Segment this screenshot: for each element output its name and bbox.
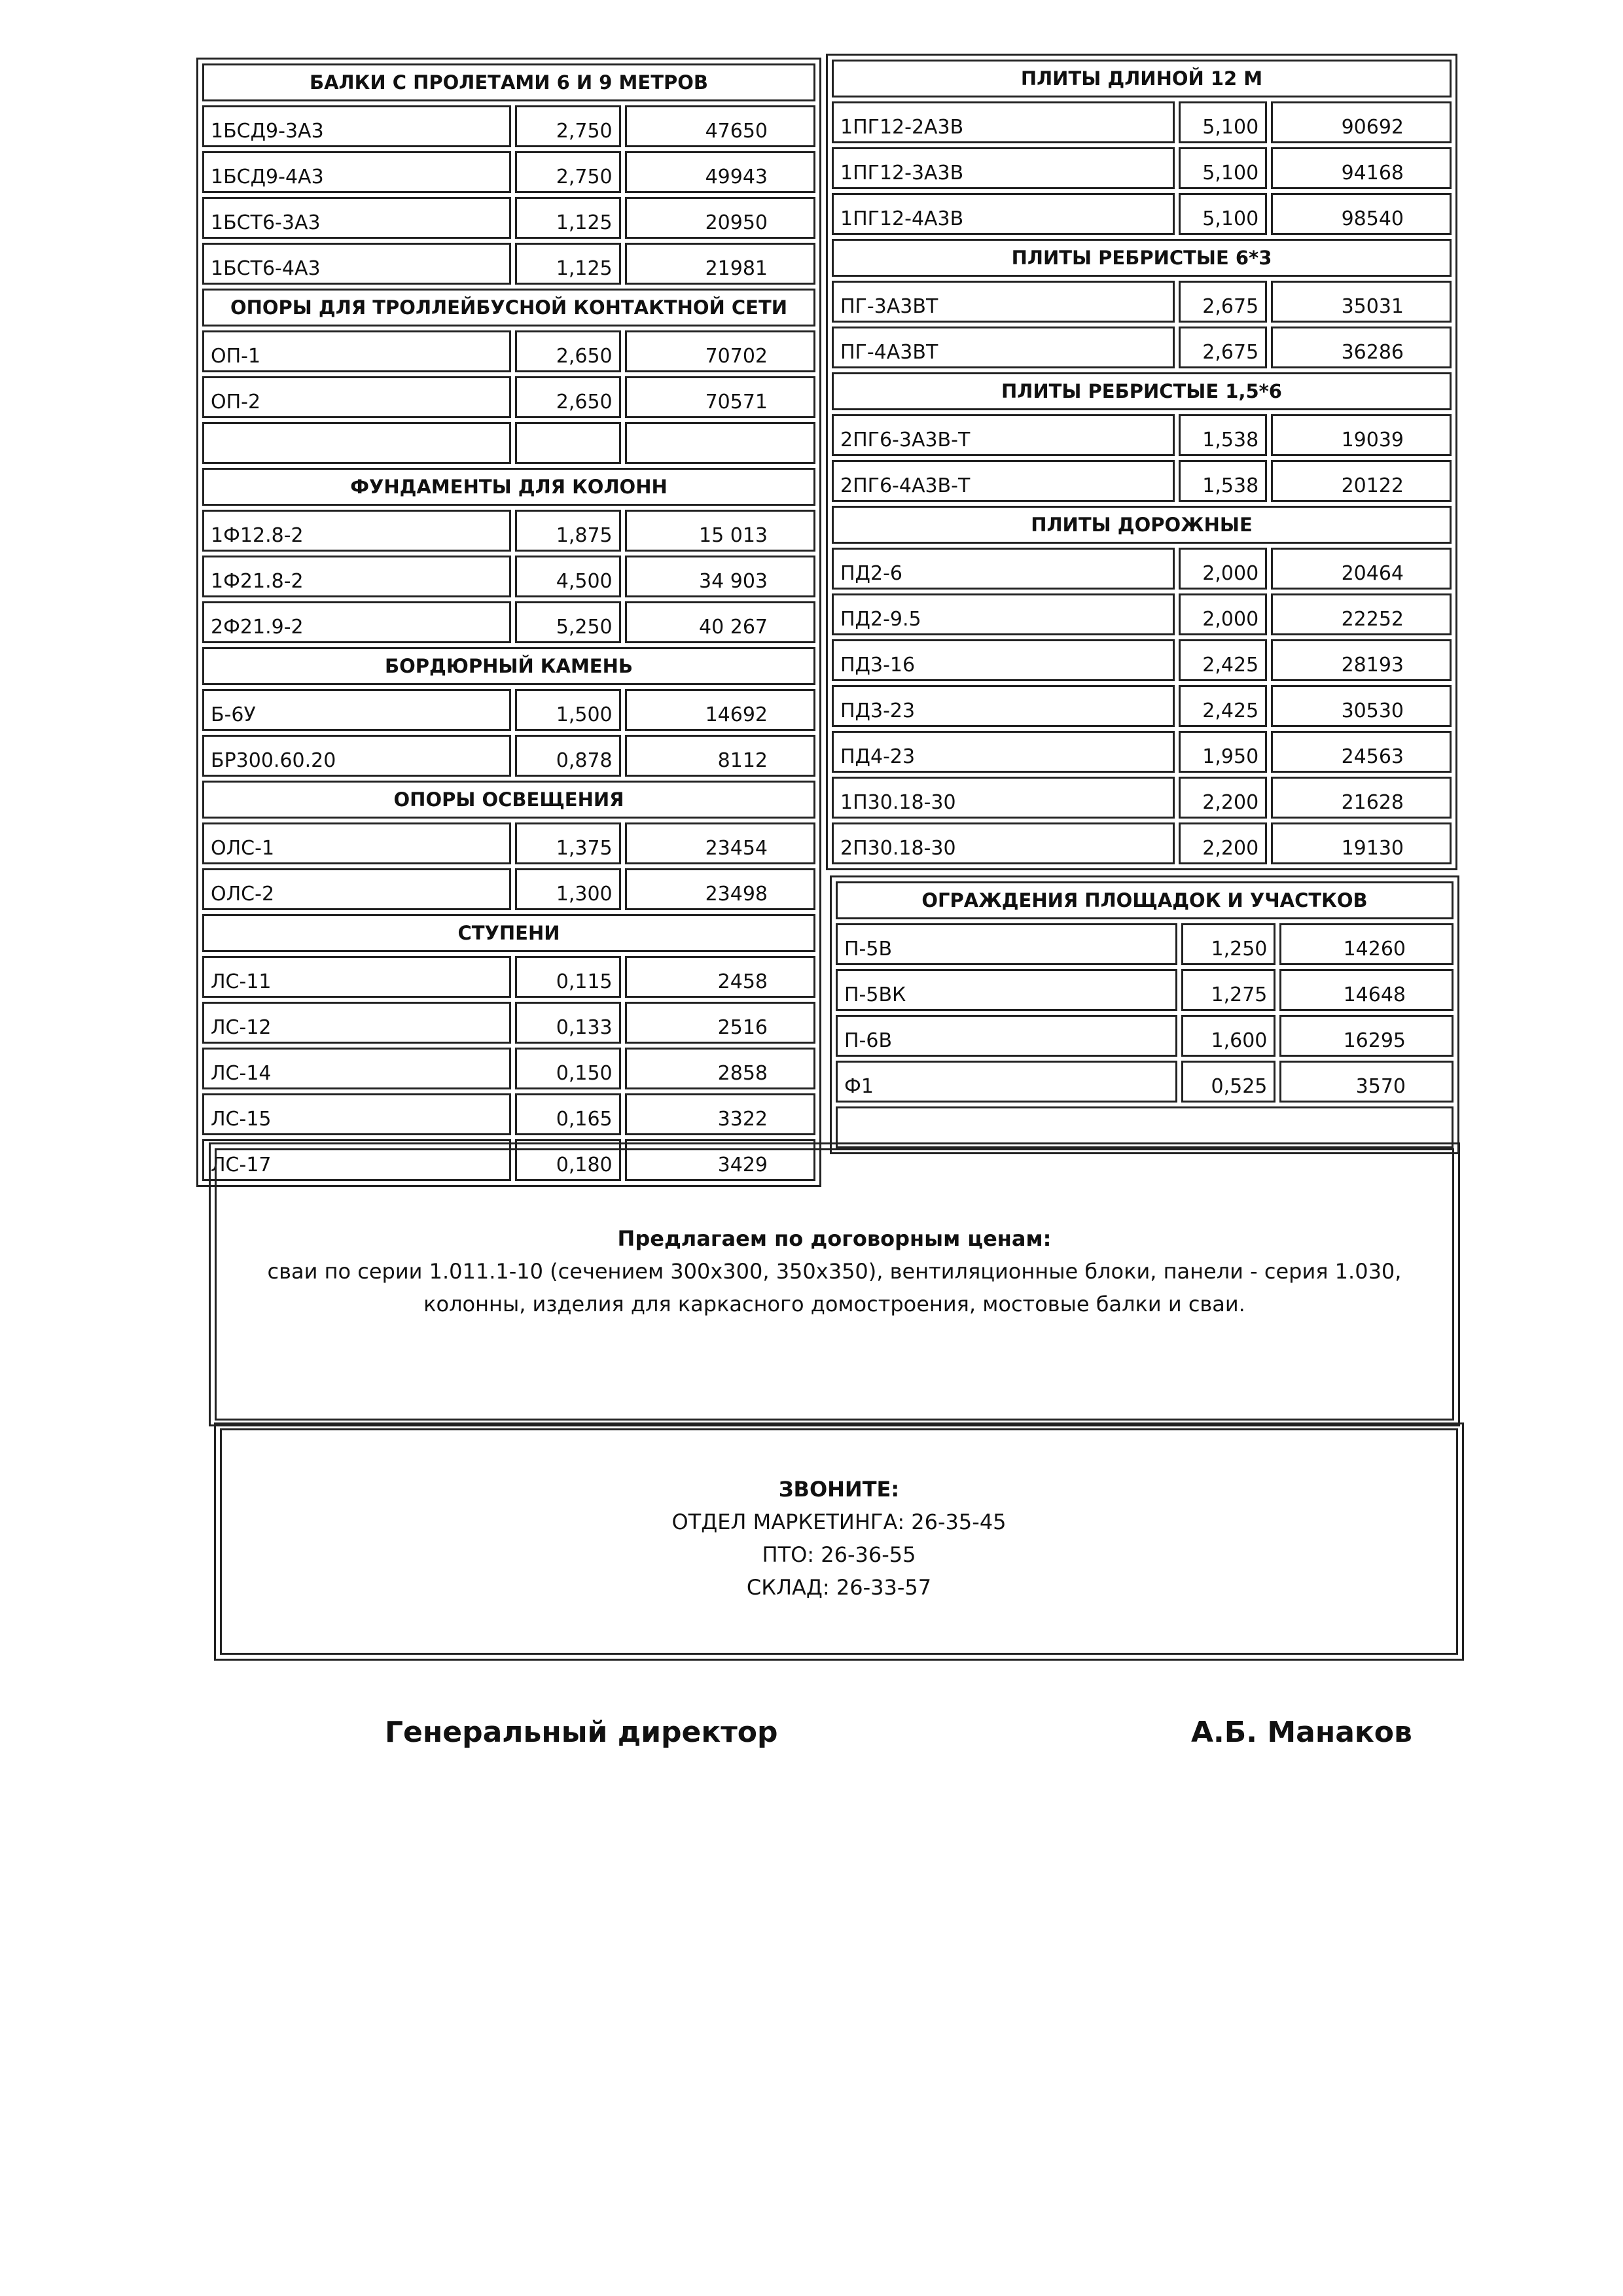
product-code: ОЛС-2	[202, 868, 511, 910]
product-volume: 0,165	[515, 1093, 621, 1135]
section-header-row	[202, 63, 815, 101]
product-code: ЛС-12	[202, 1002, 511, 1044]
table-row	[202, 1093, 815, 1135]
product-volume: 2,425	[1179, 685, 1268, 727]
product-volume: 2,750	[515, 105, 621, 147]
contact-marketing: ОТДЕЛ МАРКЕТИНГА: 26-35-45	[671, 1510, 1007, 1534]
offer-line-2: колонны, изделия для каркасного домостроения, мостовые балки и сваи.	[423, 1292, 1245, 1316]
section-title: СТУПЕНИ	[202, 914, 815, 952]
product-volume: 2,425	[1179, 639, 1268, 681]
product-code: 2П30.18-30	[832, 822, 1175, 864]
table-row	[202, 510, 815, 552]
product-code: 2Ф21.9-2	[202, 601, 511, 643]
product-price: 35031	[1271, 281, 1452, 323]
product-code: 1БСТ6-4А3	[202, 243, 511, 285]
section-title: БАЛКИ С ПРОЛЕТАМИ 6 И 9 МЕТРОВ	[202, 63, 815, 101]
contacts-title: ЗВОНИТЕ:	[778, 1477, 900, 1502]
product-price: 15 013	[625, 510, 815, 552]
table-row	[832, 639, 1452, 681]
product-volume: 2,750	[515, 151, 621, 193]
table-row	[202, 105, 815, 147]
product-code: Ф1	[836, 1061, 1177, 1103]
table-row	[202, 1048, 815, 1089]
product-price: 3429	[625, 1139, 815, 1181]
product-volume: 0,525	[1181, 1061, 1275, 1103]
product-code: ПД4-23	[832, 731, 1175, 773]
table-row	[202, 243, 815, 285]
table-row	[202, 376, 815, 418]
product-volume: 5,100	[1179, 101, 1268, 143]
product-price: 70571	[625, 376, 815, 418]
table-row	[202, 556, 815, 597]
product-code: БР300.60.20	[202, 735, 511, 777]
product-price: 19039	[1271, 414, 1452, 456]
product-price: 2458	[625, 956, 815, 998]
table-row	[832, 327, 1452, 368]
product-price: 98540	[1271, 193, 1452, 235]
table-row	[202, 956, 815, 998]
product-volume: 1,538	[1179, 460, 1268, 502]
product-code: 1П30.18-30	[832, 777, 1175, 819]
product-price: 49943	[625, 151, 815, 193]
product-code: 1БСД9-3А3	[202, 105, 511, 147]
product-volume	[515, 422, 621, 464]
product-price: 3322	[625, 1093, 815, 1135]
empty-cell	[836, 1106, 1454, 1148]
product-price	[625, 422, 815, 464]
product-volume: 2,650	[515, 330, 621, 372]
table-row	[832, 822, 1452, 864]
section-title: ФУНДАМЕНТЫ ДЛЯ КОЛОНН	[202, 468, 815, 506]
product-price: 8112	[625, 735, 815, 777]
table-row	[832, 281, 1452, 323]
table-row	[832, 414, 1452, 456]
product-price: 21628	[1271, 777, 1452, 819]
table-row	[832, 731, 1452, 773]
product-code: ПГ-3А3ВТ	[832, 281, 1175, 323]
table-row	[202, 868, 815, 910]
section-header-row	[202, 468, 815, 506]
table-row	[836, 969, 1454, 1011]
product-price: 14648	[1279, 969, 1454, 1011]
product-volume: 2,200	[1179, 777, 1268, 819]
product-code: 1ПГ12-2А3В	[832, 101, 1175, 143]
table-row	[832, 101, 1452, 143]
product-volume: 2,675	[1179, 327, 1268, 368]
section-title: ПЛИТЫ ДОРОЖНЫЕ	[832, 506, 1452, 544]
product-code: ЛС-15	[202, 1093, 511, 1135]
product-price: 20122	[1271, 460, 1452, 502]
product-price: 2516	[625, 1002, 815, 1044]
section-header-row	[832, 372, 1452, 410]
table-row	[202, 1002, 815, 1044]
contacts-box	[220, 1428, 1458, 1655]
table-row	[832, 460, 1452, 502]
table-row	[832, 593, 1452, 635]
product-volume: 1,250	[1181, 923, 1275, 965]
section-header-row	[836, 881, 1454, 919]
product-volume: 0,180	[515, 1139, 621, 1181]
table-row	[202, 422, 815, 464]
product-price: 23454	[625, 822, 815, 864]
section-title: ПЛИТЫ РЕБРИСТЫЕ 6*3	[832, 239, 1452, 277]
product-price: 19130	[1271, 822, 1452, 864]
product-price: 90692	[1271, 101, 1452, 143]
table-row	[836, 1015, 1454, 1057]
product-price: 34 903	[625, 556, 815, 597]
product-code: Б-6У	[202, 689, 511, 731]
product-volume: 0,115	[515, 956, 621, 998]
product-volume: 1,125	[515, 197, 621, 239]
product-code: ПД2-6	[832, 548, 1175, 590]
section-title: БОРДЮРНЫЙ КАМЕНЬ	[202, 647, 815, 685]
product-price: 14260	[1279, 923, 1454, 965]
product-price: 3570	[1279, 1061, 1454, 1103]
section-title: ПЛИТЫ ДЛИНОЙ 12 М	[832, 60, 1452, 97]
product-code: 2ПГ6-3А3В-Т	[832, 414, 1175, 456]
product-code: П-5В	[836, 923, 1177, 965]
product-price: 24563	[1271, 731, 1452, 773]
offer-line-1: сваи по серии 1.011.1-10 (сечением 300х300, 350х350), вентиляционные блоки, панели - серия 1.030,	[267, 1259, 1402, 1284]
product-volume: 5,100	[1179, 193, 1268, 235]
fence-price-section	[830, 875, 1459, 1154]
product-volume: 1,125	[515, 243, 621, 285]
product-code: 1ПГ12-3А3В	[832, 147, 1175, 189]
product-volume: 0,150	[515, 1048, 621, 1089]
table-row	[836, 923, 1454, 965]
table-row	[202, 735, 815, 777]
table-row	[202, 330, 815, 372]
product-price: 94168	[1271, 147, 1452, 189]
product-code: ПГ-4А3ВТ	[832, 327, 1175, 368]
product-code: 1Ф12.8-2	[202, 510, 511, 552]
product-volume: 2,000	[1179, 593, 1268, 635]
product-code: ПД3-23	[832, 685, 1175, 727]
left-price-column	[196, 58, 821, 1187]
product-volume: 1,875	[515, 510, 621, 552]
contact-pto: ПТО: 26-36-55	[762, 1542, 916, 1567]
signature-name: А.Б. Манаков	[1191, 1716, 1412, 1749]
product-price: 16295	[1279, 1015, 1454, 1057]
product-code: 1БСТ6-3А3	[202, 197, 511, 239]
product-volume: 2,675	[1179, 281, 1268, 323]
section-title: ПЛИТЫ РЕБРИСТЫЕ 1,5*6	[832, 372, 1452, 410]
product-volume: 1,538	[1179, 414, 1268, 456]
product-code: ОП-1	[202, 330, 511, 372]
product-code: 1БСД9-4А3	[202, 151, 511, 193]
section-title: ОПОРЫ ДЛЯ ТРОЛЛЕЙБУСНОЙ КОНТАКТНОЙ СЕТИ	[202, 289, 815, 327]
table-row	[202, 151, 815, 193]
table-row	[832, 193, 1452, 235]
product-volume: 5,100	[1179, 147, 1268, 189]
section-title: ОГРАЖДЕНИЯ ПЛОЩАДОК И УЧАСТКОВ	[836, 881, 1454, 919]
table-row	[202, 689, 815, 731]
table-row	[202, 822, 815, 864]
product-price: 23498	[625, 868, 815, 910]
product-code: ОП-2	[202, 376, 511, 418]
product-code	[202, 422, 511, 464]
product-volume: 2,200	[1179, 822, 1268, 864]
product-volume: 1,950	[1179, 731, 1268, 773]
product-volume: 2,000	[1179, 548, 1268, 590]
product-price: 47650	[625, 105, 815, 147]
section-header-row	[202, 647, 815, 685]
product-code: 1Ф21.8-2	[202, 556, 511, 597]
section-header-row	[832, 239, 1452, 277]
signature-role: Генеральный директор	[385, 1716, 778, 1749]
product-code: ЛС-17	[202, 1139, 511, 1181]
product-volume: 1,300	[515, 868, 621, 910]
left-price-table	[196, 58, 821, 1187]
section-header-row	[832, 506, 1452, 544]
product-volume: 1,500	[515, 689, 621, 731]
product-code: ПД3-16	[832, 639, 1175, 681]
contact-warehouse: СКЛАД: 26-33-57	[746, 1575, 932, 1600]
section-header-row	[202, 914, 815, 952]
product-code: 1ПГ12-4А3В	[832, 193, 1175, 235]
product-volume: 0,878	[515, 735, 621, 777]
table-row	[832, 777, 1452, 819]
product-price: 21981	[625, 243, 815, 285]
fence-price-table	[830, 875, 1459, 1154]
section-header-row	[832, 60, 1452, 97]
right-price-column	[826, 54, 1457, 870]
product-code: ОЛС-1	[202, 822, 511, 864]
section-title: ОПОРЫ ОСВЕЩЕНИЯ	[202, 781, 815, 819]
product-price: 30530	[1271, 685, 1452, 727]
product-code: П-6В	[836, 1015, 1177, 1057]
product-code: ЛС-14	[202, 1048, 511, 1089]
section-header-row	[202, 289, 815, 327]
product-price: 28193	[1271, 639, 1452, 681]
table-row	[836, 1061, 1454, 1103]
table-row	[832, 147, 1452, 189]
right-price-table	[826, 54, 1457, 870]
product-price: 70702	[625, 330, 815, 372]
product-price: 40 267	[625, 601, 815, 643]
table-row	[202, 197, 815, 239]
table-row	[202, 601, 815, 643]
product-code: ЛС-11	[202, 956, 511, 998]
product-volume: 2,650	[515, 376, 621, 418]
product-volume: 0,133	[515, 1002, 621, 1044]
product-volume: 4,500	[515, 556, 621, 597]
offer-title: Предлагаем по договорным ценам:	[617, 1226, 1052, 1251]
product-price: 36286	[1271, 327, 1452, 368]
table-row	[832, 548, 1452, 590]
empty-row	[836, 1106, 1454, 1148]
product-price: 20464	[1271, 548, 1452, 590]
table-row	[832, 685, 1452, 727]
product-code: ПД2-9.5	[832, 593, 1175, 635]
offer-box	[215, 1148, 1454, 1421]
product-price: 14692	[625, 689, 815, 731]
product-price: 20950	[625, 197, 815, 239]
product-code: П-5ВК	[836, 969, 1177, 1011]
product-price: 22252	[1271, 593, 1452, 635]
product-code: 2ПГ6-4А3В-Т	[832, 460, 1175, 502]
product-volume: 1,375	[515, 822, 621, 864]
product-volume: 1,600	[1181, 1015, 1275, 1057]
product-price: 2858	[625, 1048, 815, 1089]
product-volume: 5,250	[515, 601, 621, 643]
section-header-row	[202, 781, 815, 819]
product-volume: 1,275	[1181, 969, 1275, 1011]
